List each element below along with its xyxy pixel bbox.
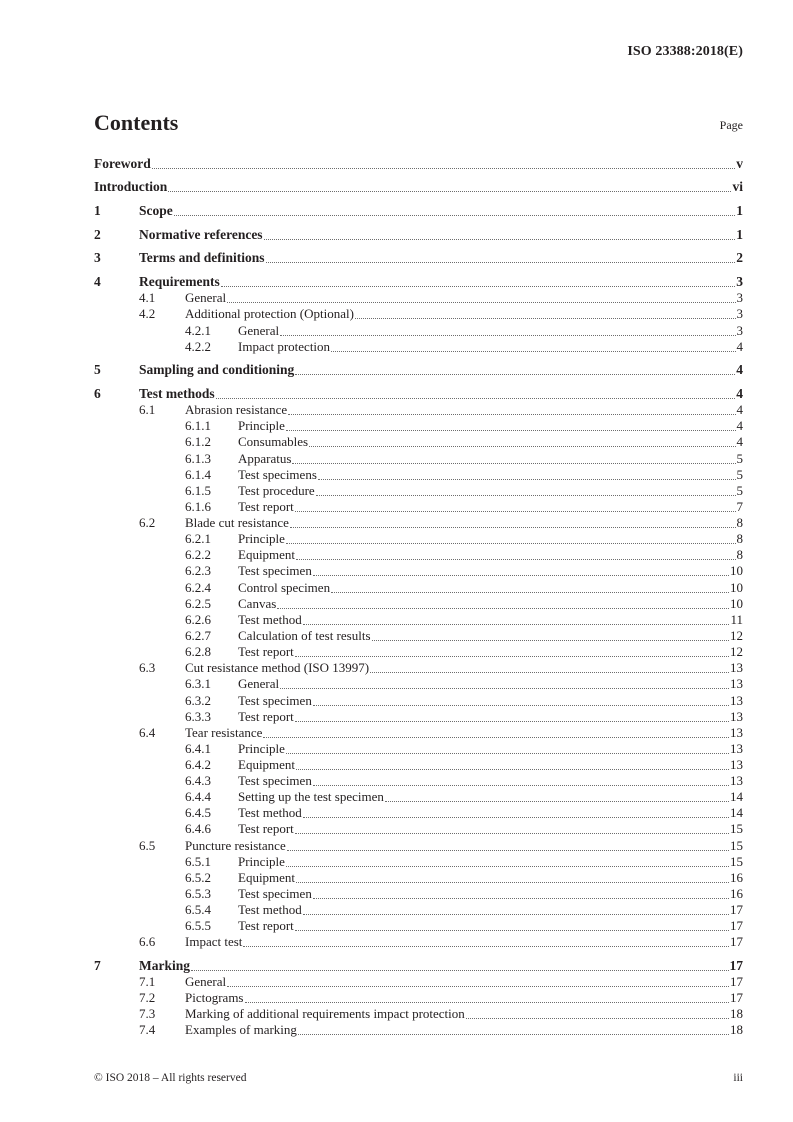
toc-entry-title[interactable]: Canvas <box>238 596 277 611</box>
dot-leader <box>280 335 735 336</box>
dot-leader <box>216 398 736 399</box>
copyright-notice: © ISO 2018 – All rights reserved <box>94 1072 247 1084</box>
toc-entry-page[interactable]: 1 <box>736 227 743 242</box>
dot-leader <box>331 592 729 593</box>
toc-entry-page[interactable]: 8 <box>736 531 743 546</box>
toc-entry-number: 6.2.5 <box>185 596 211 611</box>
toc-entry[interactable] <box>94 660 743 676</box>
toc-entry-title[interactable]: Normative references <box>139 227 263 242</box>
toc-entry-title[interactable]: Impact protection <box>238 339 331 354</box>
toc-entry-number: 6.1.5 <box>185 483 211 498</box>
toc-entry-page[interactable]: 2 <box>736 250 743 265</box>
toc-entry[interactable] <box>94 838 743 854</box>
dot-leader <box>295 930 729 931</box>
dot-leader <box>355 318 736 319</box>
toc-entry[interactable] <box>94 250 743 266</box>
toc-entry-title[interactable]: Control specimen <box>238 580 331 595</box>
toc-entry-page[interactable]: 13 <box>730 676 743 691</box>
toc-entry-number: 6 <box>94 386 101 401</box>
toc-entry[interactable] <box>94 306 743 322</box>
toc-entry-number: 6.5.1 <box>185 854 211 869</box>
toc-entry-number: 6.2.6 <box>185 612 211 627</box>
toc-entry-number: 6.1.6 <box>185 499 211 514</box>
dot-leader <box>296 769 729 770</box>
toc-entry-page[interactable]: 4 <box>736 434 743 449</box>
dot-leader <box>309 446 735 447</box>
dot-leader <box>295 656 729 657</box>
toc-entry-number: 4.2.1 <box>185 323 211 338</box>
toc-entry-title[interactable]: Marking of additional requirements impact protection <box>185 1006 465 1021</box>
toc-entry-number: 6.5.5 <box>185 918 211 933</box>
toc-entry[interactable] <box>94 483 743 499</box>
toc-entry-page[interactable]: 17 <box>730 990 743 1005</box>
toc-entry-number: 6.3.2 <box>185 693 211 708</box>
toc-entry-number: 6.2.1 <box>185 531 211 546</box>
dot-leader <box>227 302 735 303</box>
dot-leader <box>466 1018 729 1019</box>
dot-leader <box>370 672 729 673</box>
toc-entry-page[interactable]: vi <box>732 179 743 194</box>
toc-entry-number: 6.2.2 <box>185 547 211 562</box>
toc-entry-title[interactable]: Test report <box>238 499 294 514</box>
toc-entry[interactable] <box>94 886 743 902</box>
toc-entry[interactable] <box>94 789 743 805</box>
toc-entry-page[interactable]: 16 <box>730 870 743 885</box>
toc-entry[interactable] <box>94 156 743 172</box>
toc-entry[interactable] <box>94 547 743 563</box>
toc-entry-number: 5 <box>94 362 101 377</box>
toc-entry-number: 6.1.2 <box>185 434 211 449</box>
toc-entry-title[interactable]: Test method <box>238 805 302 820</box>
toc-entry-title[interactable]: General <box>238 676 280 691</box>
dot-leader <box>277 608 729 609</box>
toc-entry-number: 2 <box>94 227 101 242</box>
toc-entry-page[interactable]: 4 <box>736 362 743 377</box>
toc-entry-number: 6.3 <box>139 660 156 675</box>
toc-entry-number: 6.3.1 <box>185 676 211 691</box>
toc-entry-page[interactable]: 4 <box>736 339 743 354</box>
toc-entry-number: 6.4.5 <box>185 805 211 820</box>
page-column-label: Page <box>719 118 743 132</box>
dot-leader <box>295 833 729 834</box>
toc-entry-title[interactable]: Blade cut resistance <box>185 515 289 530</box>
toc-entry-number: 6.4.3 <box>185 773 211 788</box>
toc-entry-page[interactable]: 18 <box>730 1022 743 1037</box>
toc-entry-page[interactable]: 10 <box>730 580 743 595</box>
toc-entry[interactable] <box>94 902 743 918</box>
dot-leader <box>174 215 736 216</box>
dot-leader <box>385 801 729 802</box>
toc-entry-page[interactable]: 14 <box>730 805 743 820</box>
toc-entry-page[interactable]: 3 <box>736 306 743 321</box>
page-title: Contents <box>94 110 179 135</box>
toc-entry-title[interactable]: Test report <box>238 709 294 724</box>
toc-entry-number: 6.5.3 <box>185 886 211 901</box>
dot-leader <box>266 262 736 263</box>
toc-entry-number: 3 <box>94 250 101 265</box>
toc-entry-number: 6.2.4 <box>185 580 211 595</box>
dot-leader <box>316 495 736 496</box>
toc-entry-page[interactable]: 4 <box>736 418 743 433</box>
toc-entry[interactable] <box>94 628 743 644</box>
dot-leader <box>296 882 729 883</box>
toc-entry-number: 6.2 <box>139 515 156 530</box>
toc-entry-number: 6.6 <box>139 934 156 949</box>
dot-leader <box>227 986 729 987</box>
toc-entry-page[interactable]: 17 <box>730 974 743 989</box>
toc-entry-page[interactable]: 13 <box>730 741 743 756</box>
toc-entry-title[interactable]: Test method <box>238 612 302 627</box>
toc-entry[interactable] <box>94 612 743 628</box>
toc-entry-title[interactable]: Examples of marking <box>185 1022 297 1037</box>
toc-entry[interactable] <box>94 499 743 515</box>
toc-entry[interactable] <box>94 203 743 219</box>
toc-entry[interactable] <box>94 990 743 1006</box>
toc-entry-page[interactable]: 4 <box>736 402 743 417</box>
toc-entry-title[interactable]: Requirements <box>139 274 220 289</box>
toc-entry-number: 6.1.4 <box>185 467 211 482</box>
toc-entry-number: 6.1.3 <box>185 451 211 466</box>
dot-leader <box>292 463 735 464</box>
toc-entry[interactable] <box>94 709 743 725</box>
toc-entry-title[interactable]: Equipment <box>238 547 296 562</box>
toc-entry-page[interactable]: 13 <box>730 757 743 772</box>
toc-entry[interactable] <box>94 467 743 483</box>
toc-entry-title[interactable]: Terms and definitions <box>139 250 265 265</box>
dot-leader <box>303 914 729 915</box>
toc-entry-number: 6.2.8 <box>185 644 211 659</box>
toc-entry[interactable] <box>94 1022 743 1038</box>
toc-entry-number: 4.2 <box>139 306 156 321</box>
toc-entry[interactable] <box>94 693 743 709</box>
dot-leader <box>318 479 736 480</box>
toc-entry-page[interactable]: 8 <box>736 547 743 562</box>
toc-entry[interactable] <box>94 515 743 531</box>
toc-entry[interactable] <box>94 870 743 886</box>
toc-entry-number: 6.2.7 <box>185 628 211 643</box>
toc-entry[interactable] <box>94 741 743 757</box>
toc-entry-page[interactable]: 17 <box>730 934 743 949</box>
toc-entry-page[interactable]: 10 <box>730 596 743 611</box>
toc-entry-title[interactable]: Tear resistance <box>185 725 263 740</box>
dot-leader <box>221 286 736 287</box>
toc-entry-title[interactable]: Test specimens <box>238 467 317 482</box>
toc-entry-title[interactable]: Apparatus <box>238 451 292 466</box>
toc-entry-page[interactable]: 3 <box>736 323 743 338</box>
dot-leader <box>168 191 731 192</box>
toc-entry-title[interactable]: Test specimen <box>238 773 312 788</box>
toc-entry-number: 6.4.4 <box>185 789 211 804</box>
toc-entry-number: 6.4.2 <box>185 757 211 772</box>
toc-entry[interactable] <box>94 958 743 974</box>
toc-entry-number: 1 <box>94 203 101 218</box>
toc-entry-number: 7.3 <box>139 1006 156 1021</box>
dot-leader <box>313 898 729 899</box>
toc-entry-title[interactable]: Marking <box>139 958 191 973</box>
toc-entry-number: 7.4 <box>139 1022 156 1037</box>
toc-entry-number: 4.2.2 <box>185 339 211 354</box>
toc-entry-page[interactable]: 15 <box>730 838 743 853</box>
toc-entry-title[interactable]: Test report <box>238 821 294 836</box>
toc-entry-number: 6.3.3 <box>185 709 211 724</box>
dot-leader <box>303 817 729 818</box>
dot-leader <box>288 414 735 415</box>
toc-entry[interactable] <box>94 974 743 990</box>
dot-leader <box>287 850 729 851</box>
dot-leader <box>263 737 729 738</box>
toc-entry-page[interactable]: 10 <box>730 563 743 578</box>
toc-entry-number: 6.5 <box>139 838 156 853</box>
toc-entry[interactable] <box>94 418 743 434</box>
dot-leader <box>313 575 729 576</box>
toc-entry-title[interactable]: Setting up the test specimen <box>238 789 384 804</box>
toc-entry[interactable] <box>94 854 743 870</box>
dot-leader <box>331 351 735 352</box>
dot-leader <box>286 753 729 754</box>
page-number: iii <box>733 1072 743 1084</box>
toc-entry-page[interactable]: 14 <box>730 789 743 804</box>
toc-entry[interactable] <box>94 434 743 450</box>
toc-entry-title[interactable]: Scope <box>139 203 173 218</box>
dot-leader <box>313 785 729 786</box>
toc-entry[interactable] <box>94 274 743 290</box>
dot-leader <box>243 946 729 947</box>
dot-leader <box>286 430 736 431</box>
dot-leader <box>296 559 735 560</box>
toc-entry-title[interactable]: General <box>185 290 227 305</box>
toc-entry[interactable] <box>94 362 743 378</box>
toc-entry[interactable] <box>94 821 743 837</box>
toc-entry-page[interactable]: 3 <box>736 274 743 289</box>
toc-entry[interactable] <box>94 179 743 195</box>
toc-entry-page[interactable]: 4 <box>736 386 743 401</box>
toc-entry[interactable] <box>94 676 743 692</box>
toc-entry-page[interactable]: 17 <box>730 902 743 917</box>
toc-entry-number: 4 <box>94 274 101 289</box>
toc-entry[interactable] <box>94 773 743 789</box>
dot-leader <box>372 640 729 641</box>
dot-leader <box>280 688 729 689</box>
toc-entry-page[interactable]: 1 <box>736 203 743 218</box>
toc-entry-title[interactable]: Principle <box>238 418 285 433</box>
toc-entry-title[interactable]: Cut resistance method (ISO 13997) <box>185 660 370 675</box>
toc-entry-number: 7.1 <box>139 974 156 989</box>
toc-entry-title[interactable]: Introduction <box>94 179 168 194</box>
dot-leader <box>295 374 735 375</box>
toc-entry-title[interactable]: Sampling and conditioning <box>139 362 295 377</box>
toc-entry-title[interactable]: Consumables <box>238 434 309 449</box>
dot-leader <box>290 527 736 528</box>
dot-leader <box>245 1002 730 1003</box>
toc-entry-number: 6.4 <box>139 725 156 740</box>
toc-entry-title[interactable]: Test procedure <box>238 483 315 498</box>
dot-leader <box>295 721 729 722</box>
toc-entry[interactable] <box>94 805 743 821</box>
toc-entry[interactable] <box>94 934 743 950</box>
toc-entry-page[interactable]: 5 <box>736 483 743 498</box>
toc-entry[interactable] <box>94 918 743 934</box>
toc-entry-page[interactable]: 3 <box>736 290 743 305</box>
toc-entry-page[interactable]: 8 <box>736 515 743 530</box>
toc-entry-title[interactable]: Principle <box>238 531 285 546</box>
toc-entry-title[interactable]: Test method <box>238 902 302 917</box>
dot-leader <box>286 543 736 544</box>
toc-entry-title[interactable]: General <box>185 974 227 989</box>
toc-entry-page[interactable]: 15 <box>730 821 743 836</box>
dot-leader <box>313 705 729 706</box>
toc-entry[interactable] <box>94 386 743 402</box>
dot-leader <box>298 1034 729 1035</box>
toc-entry-number: 4.1 <box>139 290 156 305</box>
toc-entry-title[interactable]: Test report <box>238 918 294 933</box>
toc-entry-number: 6.5.4 <box>185 902 211 917</box>
toc-entry[interactable] <box>94 339 743 355</box>
toc-entry-page[interactable]: 5 <box>736 451 743 466</box>
toc-entry-page[interactable]: 13 <box>730 725 743 740</box>
toc-entry-page[interactable]: 13 <box>730 773 743 788</box>
toc-entry-page[interactable]: 13 <box>730 709 743 724</box>
toc-entry-title[interactable]: Test methods <box>139 386 215 401</box>
toc-entry-title[interactable]: Additional protection (Optional) <box>185 306 354 321</box>
dot-leader <box>295 511 736 512</box>
dot-leader <box>286 866 729 867</box>
toc-entry-number: 6.2.3 <box>185 563 211 578</box>
toc-entry-title[interactable]: Pictograms <box>185 990 244 1005</box>
dot-leader <box>191 970 728 971</box>
toc-entry[interactable] <box>94 290 743 306</box>
toc-entry[interactable] <box>94 563 743 579</box>
toc-entry-title[interactable]: Equipment <box>238 757 296 772</box>
toc-entry[interactable] <box>94 451 743 467</box>
toc-entry-page[interactable]: 13 <box>730 693 743 708</box>
toc-entry-page[interactable]: v <box>736 156 743 171</box>
toc-entry-page[interactable]: 15 <box>730 854 743 869</box>
toc-entry[interactable] <box>94 227 743 243</box>
toc-entry-title[interactable]: Equipment <box>238 870 296 885</box>
toc-entry-page[interactable]: 12 <box>730 644 743 659</box>
dot-leader <box>303 624 730 625</box>
toc-entry-title[interactable]: Principle <box>238 854 285 869</box>
toc-entry-page[interactable]: 17 <box>729 958 743 973</box>
toc-entry-number: 6.5.2 <box>185 870 211 885</box>
toc-entry[interactable] <box>94 596 743 612</box>
toc-entry-title[interactable]: Test specimen <box>238 886 312 901</box>
toc-entry-number: 6.1 <box>139 402 156 417</box>
toc-entry-page[interactable]: 16 <box>730 886 743 901</box>
toc-entry[interactable] <box>94 644 743 660</box>
toc-entry-title[interactable]: Puncture resistance <box>185 838 286 853</box>
toc-entry[interactable] <box>94 1006 743 1022</box>
toc-entry-title[interactable]: Test report <box>238 644 294 659</box>
toc-entry-title[interactable]: Test specimen <box>238 563 312 578</box>
document-id: ISO 23388:2018(E) <box>627 44 743 59</box>
toc-entry-title[interactable]: Foreword <box>94 156 151 171</box>
toc-entry[interactable] <box>94 757 743 773</box>
toc-entry[interactable] <box>94 531 743 547</box>
toc-entry-page[interactable]: 13 <box>730 660 743 675</box>
toc-entry-page[interactable]: 12 <box>730 628 743 643</box>
toc-entry-number: 6.4.6 <box>185 821 211 836</box>
toc-entry[interactable] <box>94 402 743 418</box>
toc-entry-title[interactable]: Principle <box>238 741 285 756</box>
toc-entry-page[interactable]: 17 <box>730 918 743 933</box>
toc-entry[interactable] <box>94 580 743 596</box>
toc-entry-title[interactable]: Impact test <box>185 934 243 949</box>
toc-entry-number: 6.4.1 <box>185 741 211 756</box>
toc-entry-page[interactable]: 7 <box>736 499 743 514</box>
toc-entry-page[interactable]: 11 <box>730 612 743 627</box>
toc-entry[interactable] <box>94 323 743 339</box>
toc-entry-title[interactable]: General <box>238 323 280 338</box>
toc-entry-number: 6.1.1 <box>185 418 211 433</box>
toc-entry[interactable] <box>94 725 743 741</box>
toc-entry-number: 7.2 <box>139 990 156 1005</box>
toc-entry-page[interactable]: 18 <box>730 1006 743 1021</box>
toc-entry-title[interactable]: Abrasion resistance <box>185 402 288 417</box>
toc-entry-title[interactable]: Test specimen <box>238 693 312 708</box>
toc-entry-page[interactable]: 5 <box>736 467 743 482</box>
dot-leader <box>152 168 736 169</box>
toc-entry-number: 7 <box>94 958 101 973</box>
dot-leader <box>264 239 736 240</box>
toc-entry-title[interactable]: Calculation of test results <box>238 628 371 643</box>
